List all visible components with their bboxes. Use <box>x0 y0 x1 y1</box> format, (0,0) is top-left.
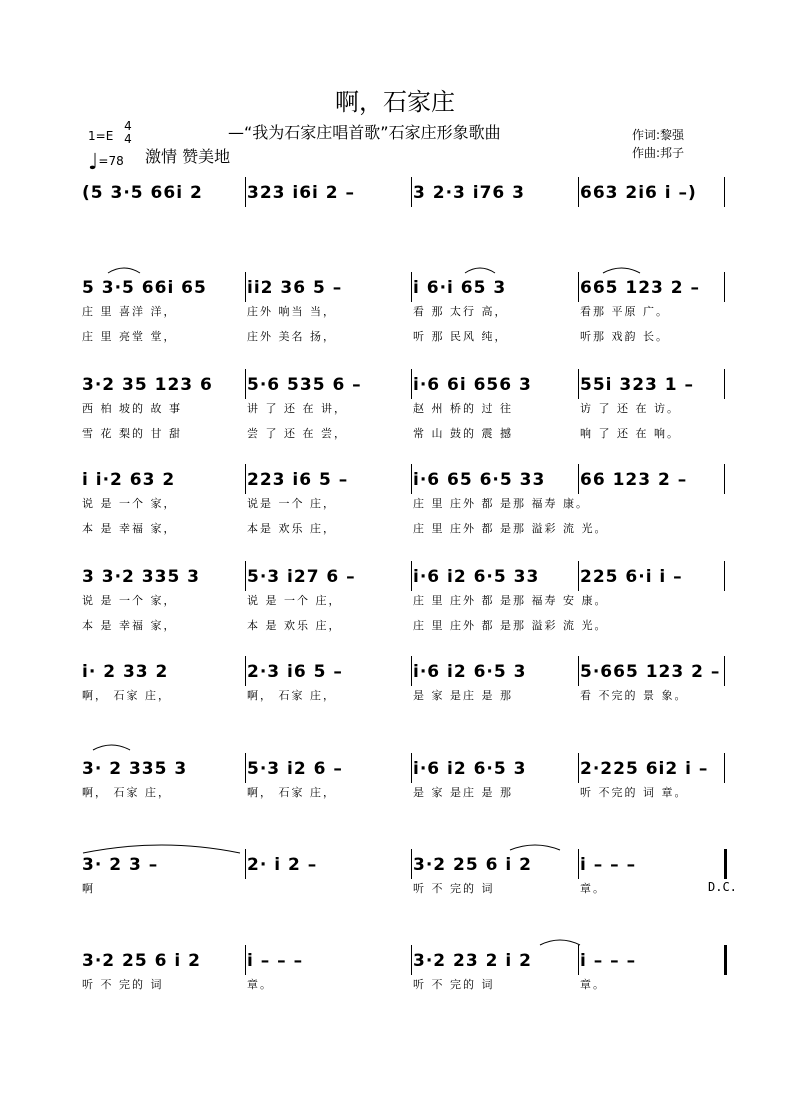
measure-notes: 2· i 2 – <box>247 855 318 875</box>
measure-notes: 3·2 35 123 6 <box>82 375 213 395</box>
composer-credit: 作曲:邦子 <box>632 146 685 160</box>
lyric-segment: 说 是 一个 庄， <box>247 594 342 607</box>
measure-notes: i·6 i2 6·5 3 <box>413 759 527 779</box>
measure-notes: 3·2 25 6 i 2 <box>413 855 532 875</box>
lyric-segment: 常 山 鼓的 震 撼 <box>413 427 513 440</box>
measure-notes: i – – – <box>247 951 304 971</box>
lyric-segment: 是 家 是庄 是 那 <box>413 689 513 702</box>
measure-notes: 5 3·5 66i 65 <box>82 278 207 298</box>
slur-arc <box>93 745 130 750</box>
measure-notes: i – – – <box>580 951 637 971</box>
lyric-segment: 本 是 幸福 家， <box>82 619 177 632</box>
expression-marking: 激情 赞美地 <box>145 147 231 166</box>
lyric-segment: 看 不完的 景 象。 <box>580 689 688 702</box>
measure-notes: 225 6·i i – <box>580 567 683 587</box>
slur-arc <box>108 268 140 273</box>
measure-notes: i i·2 63 2 <box>82 470 176 490</box>
measure-notes: 5·3 i27 6 – <box>247 567 356 587</box>
measure-notes: 3·2 25 6 i 2 <box>82 951 201 971</box>
lyric-segment: 响 了 还 在 响。 <box>580 427 680 440</box>
lyric-segment: 章。 <box>580 882 606 895</box>
slur-arc <box>83 845 240 853</box>
measure-notes: i 6·i 65 3 <box>413 278 507 298</box>
lyric-segment: 庄外 美名 扬， <box>247 330 336 343</box>
lyric-segment: 庄 里 庄外 都 是那 溢彩 流 光。 <box>413 522 608 535</box>
time-signature-top: 4 <box>124 119 132 133</box>
song-title: 啊，石家庄 <box>335 88 455 116</box>
lyric-segment: 访 了 还 在 访。 <box>580 402 680 415</box>
lyric-segment: 雪 花 梨的 甘 甜 <box>82 427 182 440</box>
measure-notes: 663 2i6 i –) <box>580 183 697 203</box>
lyric-segment: 本 是 幸福 家， <box>82 522 177 535</box>
lyric-segment: 庄 里 庄外 都 是那 福寿 安 康。 <box>413 594 608 607</box>
lyric-segment: 庄 里 庄外 都 是那 溢彩 流 光。 <box>413 619 608 632</box>
measure-notes: 3 2·3 i76 3 <box>413 183 526 203</box>
measure-notes: i·6 i2 6·5 33 <box>413 567 540 587</box>
measure-notes: 3· 2 335 3 <box>82 759 188 779</box>
lyric-segment: 讲 了 还 在 讲， <box>247 402 347 415</box>
measure-notes: 2·225 6i2 i – <box>580 759 709 779</box>
time-signature-bottom: 4 <box>124 132 132 146</box>
lyricist-credit: 作词:黎强 <box>632 128 685 142</box>
measure-notes: (5 3·5 66i 2 <box>82 183 203 203</box>
measure-notes: i·6 i2 6·5 3 <box>413 662 527 682</box>
measure-notes: 3· 2 3 – <box>82 855 159 875</box>
lyric-segment: 庄 里 喜洋 洋， <box>82 305 177 318</box>
lyric-segment: 说 是 一个 家， <box>82 497 177 510</box>
lyric-segment: 听 不 完的 词 <box>413 978 495 991</box>
slur-arc <box>603 268 640 273</box>
measure-notes: i· 2 33 2 <box>82 662 169 682</box>
measure-notes: 2·3 i6 5 – <box>247 662 343 682</box>
lyric-segment: 看那 平原 广。 <box>580 305 669 318</box>
lyric-segment: 啊， 石家 庄， <box>247 689 336 702</box>
slur-arc <box>465 268 495 273</box>
lyric-segment: 是 家 是庄 是 那 <box>413 786 513 799</box>
measure-notes: 3 3·2 335 3 <box>82 567 201 587</box>
lyric-segment: 庄外 响当 当， <box>247 305 336 318</box>
tempo-value: =78 <box>98 154 124 168</box>
lyric-segment: 啊 <box>82 882 95 895</box>
lyric-segment: 章。 <box>580 978 606 991</box>
measure-notes: i·6 6i 656 3 <box>413 375 532 395</box>
lyric-segment: 啊， 石家 庄， <box>247 786 336 799</box>
measure-notes: 55i 323 1 – <box>580 375 695 395</box>
lyric-segment: 听 不 完的 词 <box>82 978 164 991</box>
measure-notes: 5·3 i2 6 – <box>247 759 343 779</box>
lyric-segment: 本 是 欢乐 庄， <box>247 619 342 632</box>
measure-notes: i·6 65 6·5 33 <box>413 470 546 490</box>
lyric-segment: 说 是 一个 家， <box>82 594 177 607</box>
measure-notes: 5·6 535 6 – <box>247 375 362 395</box>
measure-notes: 3·2 23 2 i 2 <box>413 951 532 971</box>
quarter-note-icon: ♩ <box>88 150 99 175</box>
lyric-segment: 章。 <box>247 978 273 991</box>
lyric-segment: 看 那 太行 高， <box>413 305 508 318</box>
measure-notes: 323 i6i 2 – <box>247 183 356 203</box>
lyric-segment: 说是 一个 庄， <box>247 497 336 510</box>
key-signature: 1=E <box>88 129 114 143</box>
slur-arc <box>540 940 580 945</box>
lyric-segment: 听 不完的 词 章。 <box>580 786 688 799</box>
lyric-segment: 西 柏 坡的 故 事 <box>82 402 182 415</box>
da-capo-marking: D.C. <box>708 880 737 894</box>
measure-notes: 223 i6 5 – <box>247 470 349 490</box>
lyric-segment: 本是 欢乐 庄， <box>247 522 336 535</box>
measure-notes: ii2 36 5 – <box>247 278 343 298</box>
lyric-segment: 听那 戏韵 长。 <box>580 330 669 343</box>
measure-notes: 66 123 2 – <box>580 470 688 490</box>
lyric-segment: 啊， 石家 庄， <box>82 786 171 799</box>
lyric-segment: 听 那 民风 纯， <box>413 330 508 343</box>
slur-arc <box>510 845 560 850</box>
lyric-segment: 啊， 石家 庄， <box>82 689 171 702</box>
lyric-segment: 听 不 完的 词 <box>413 882 495 895</box>
measure-notes: 5·665 123 2 – <box>580 662 721 682</box>
measure-notes: 665 123 2 – <box>580 278 701 298</box>
lyric-segment: 尝 了 还 在 尝， <box>247 427 347 440</box>
lyric-segment: 庄 里 庄外 都 是那 福寿 康。 <box>413 497 589 510</box>
song-subtitle: —“我为石家庄唱首歌”石家庄形象歌曲 <box>228 123 501 142</box>
lyric-segment: 庄 里 亮堂 堂， <box>82 330 177 343</box>
measure-notes: i – – – <box>580 855 637 875</box>
lyric-segment: 赵 州 桥的 过 往 <box>413 402 513 415</box>
